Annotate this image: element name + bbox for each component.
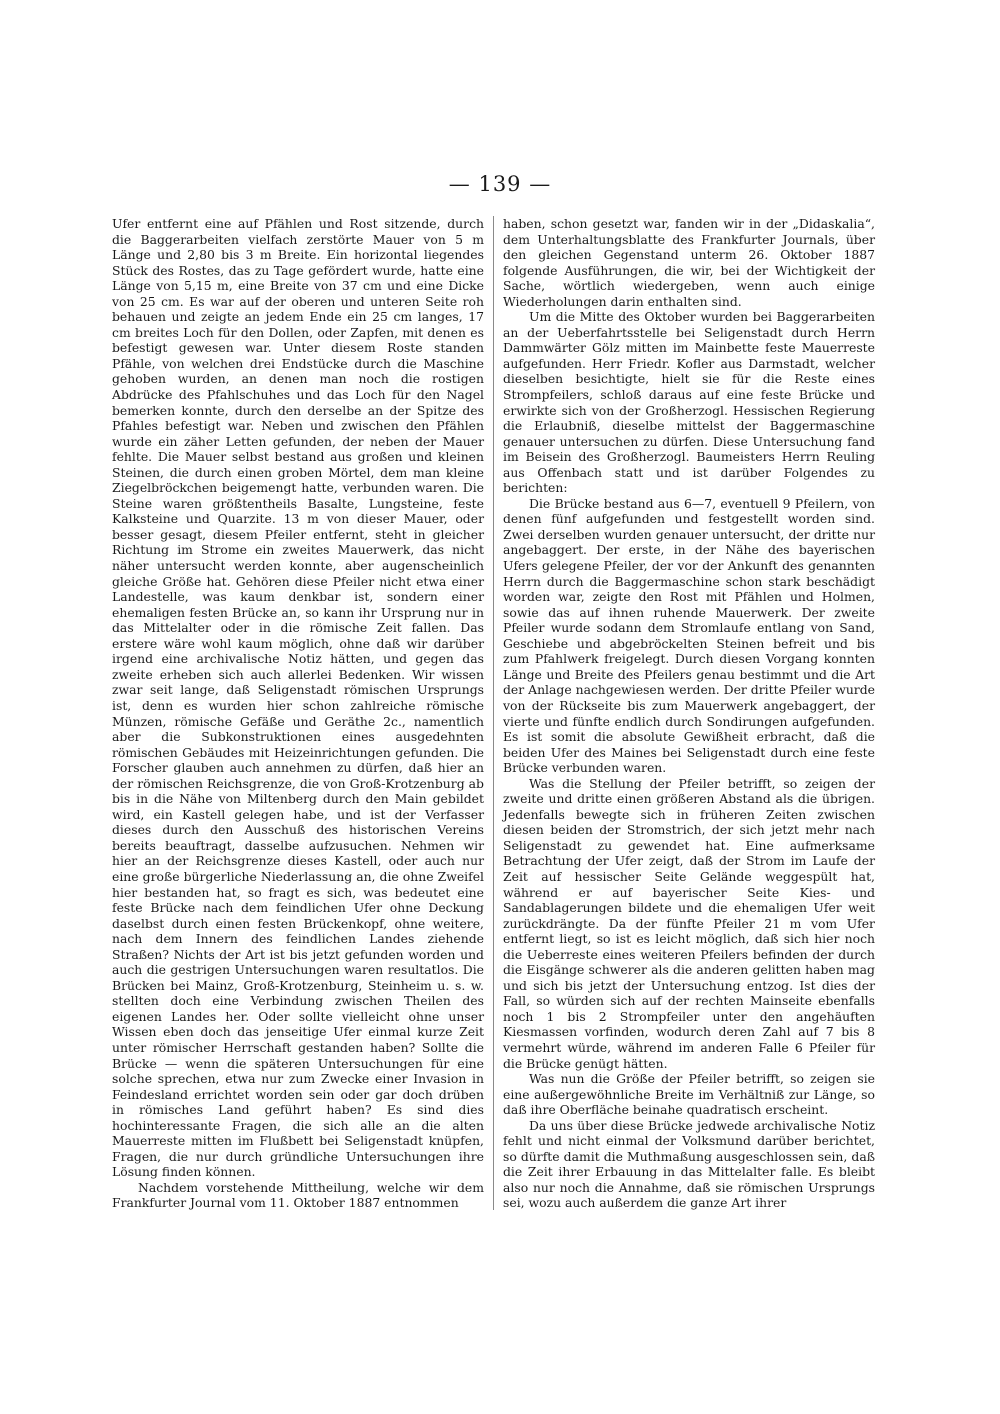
paragraph: Ufer entfernt eine auf Pfählen und Rost sitzende, durch die Baggerarbeiten vielfach zerstörte Mauer von 5 m Länge und 2,80 bis 3 m Breite. Ein horizontal liegendes Stück des Rostes, das zu Tage gefördert wurde, hatte eine Länge von 5,15 m, eine Breite von 37 cm und eine Dicke von 25 cm. Es war auf der oberen und unteren Seite roh behauen und zeigte an jedem Ende ein 25 cm langes, 17 cm breites Loch für den Dollen, oder Zapfen, mit denen es befestigt gewesen war. Unter diesem Roste standen Pfähle, von welchen drei Endstücke durch die Maschine gehoben wurden, an denen man noch die rostigen Abdrücke des Pfahlschuhes und das Loch für den Nagel bemerken konnte, durch den derselbe an der Spitze des Pfahles befestigt war. Neben und zwischen den Pfählen wurde ein zäher Letten gefunden, der neben der Mauer fehlte. Die Mauer selbst bestand aus großen und kleinen Steinen, die durch einen groben Mörtel, dem man kleine Ziegelbröckchen beigemengt hatte, verbunden waren. Die Steine waren größtentheils Basalte, Lungsteine, feste Kalksteine und Quarzite. 13 m von dieser Mauer, oder besser gesagt, diesem Pfeiler entfernt, steht in gleicher Richtung im Strome ein zweites Mauerwerk, das nicht näher untersucht werden konnte, aber augenscheinlich gleiche Größe hat. Gehören diese Pfeiler nicht etwa einer Landestelle, was kaum denkbar ist, sondern einer ehemaligen festen Brücke an, so kann ihr Ursprung nur in das Mittelalter oder in die römische Zeit fallen. Das erstere wäre wohl kaum möglich, ohne daß wir darüber irgend eine archivalische Notiz hätten, und gegen das zweite erheben sich auch allerlei Bedenken. Wir wissen zwar seit lange, daß Seligenstadt römischen Ursprungs ist, denn es wurden hier schon zahlreiche römische Münzen, römische Gefäße und Geräthe 2c., namentlich aber die Subkonstruktionen eines ausgedehnten römischen Gebäudes mit Heizeinrichtungen gefunden. Die Forscher glauben auch annehmen zu dürfen, daß hier an der römischen Reichsgrenze, die von Groß-Krotzenburg ab bis in die Nähe von Miltenberg durch den Main gebildet wird, ein Kastell gelegen habe, und ist der Verfasser dieses durch den Ausschuß des historischen Vereins bereits beauftragt, dasselbe aufzusuchen. Nehmen wir hier an der Reichsgrenze dieses Kastell, oder auch nur eine große bürgerliche Niederlassung an, die ohne Zweifel hier bestanden hat, so fragt es sich, was bedeutet eine feste Brücke nach dem feindlichen Ufer ohne Deckung daselbst durch einen festen Brückenkopf, ohne weitere, nach dem Innern des feindlichen Landes ziehende Straßen? Nichts der Art ist bis jetzt gefunden worden und auch die gestrigen Untersuchungen waren resultatlos. Die Brücken bei Mainz, Groß-Krotzenburg, Steinheim u. s. w. stellten doch eine Verbindung zwischen Theilen des eigenen Landes her. Oder sollte vielleicht ohne unser Wissen eben doch das jenseitige Ufer einmal kurze Zeit unter römischer Herrschaft gestanden haben? Sollte die Brücke — wenn die späteren Untersuchungen für eine solche sprechen, etwa nur zum Zwecke einer Invasion in Feindesland errichtet worden sein oder gar doch drüben in römisches Land geführt haben? Es sind dies hochinteressante Fragen, die sich alle an die alten Mauerreste mitten im Flußbett bei Seligenstadt knüpfen, Fragen, die nur durch gründliche Untersuchungen ihre Lösung finden können. [112, 216, 484, 1180]
paragraph: Was die Stellung der Pfeiler betrifft, so zeigen der zweite und dritte einen größeren Abstand als die übrigen. Jedenfalls bewegte sich in früheren Zeiten zwischen diesen beiden der Stromstrich, der sich jetzt mehr nach Seligenstadt zu gewendet hat. Eine aufmerksame Betrachtung der Ufer zeigt, daß der Strom im Laufe der Zeit auf hessischer Seite Gelände weggespült hat, während er auf bayerischer Seite Kies- und Sandablagerungen bildete und die ehemaligen Ufer weit zurückdrängte. Da der fünfte Pfeiler 21 m vom Ufer entfernt liegt, so ist es leicht möglich, daß sich hier noch die Ueberreste eines weiteren Pfeilers befinden der durch die Eisgänge schwerer als die anderen gelitten haben mag und sich bis jetzt der Untersuchung entzog. Ist dies der Fall, so würden sich auf der rechten Mainseite ebenfalls noch 1 bis 2 Strompfeiler unter den angehäuften Kiesmassen vorfinden, wodurch deren Zahl auf 7 bis 8 vermehrt würde, während im anderen Falle 6 Pfeiler für die Brücke genügt hätten. [503, 775, 875, 1071]
paragraph: Da uns über diese Brücke jedwede archivalische Notiz fehlt und nicht einmal der Volksmund darüber berichtet, so dürfte damit die Muthmaßung ausgeschlossen sein, daß die Zeit ihrer Erbauung in das Mittelalter falle. Es bleibt also nur noch die Annahme, daß sie römischen Ursprungs sei, wozu auch außerdem die ganze Art ihrer [503, 1117, 875, 1211]
paragraph: Nachdem vorstehende Mittheilung, welche wir dem Frankfurter Journal vom 11. Oktober 1887 entnommen [112, 1179, 484, 1211]
paragraph: Was nun die Größe der Pfeiler betrifft, so zeigen sie eine außergewöhnliche Breite im Verhältniß zur Länge, so daß ihre Oberfläche beinahe quadratisch erscheint. [503, 1071, 875, 1118]
right-column [503, 216, 875, 1211]
paragraph: Die Brücke bestand aus 6—7, eventuell 9 Pfeilern, von denen fünf aufgefunden und festgestellt worden sind. Zwei derselben wurden genauer untersucht, der dritte nur angebaggert. Der erste, in der Nähe des bayerischen Ufers gelegene Pfeiler, der vor der Ankunft des genannten Herrn durch die Baggermaschine schon stark beschädigt worden war, zeigte den Rost mit Pfählen und Holmen, sowie das auf ihnen ruhende Mauerwerk. Der zweite Pfeiler wurde sodann dem Stromlaufe entlang von Sand, Geschiebe und abgebröckelten Steinen befreit und bis zum Pfahlwerk freigelegt. Durch diesen Vorgang konnten Länge und Breite des Pfeilers genau bestimmt und die Art der Anlage nachgewiesen werden. Der dritte Pfeiler wurde von der Rückseite bis zum Mauerwerk angebaggert, der vierte und fünfte endlich durch Sondirungen aufgefunden. Es ist somit die absolute Gewißheit erbracht, daß die beiden Ufer des Maines bei Seligenstadt durch eine feste Brücke verbunden waren. [503, 495, 875, 776]
paragraph: haben, schon gesetzt war, fanden wir in der „Didaskalia“, dem Unterhaltungsblatte des Frankfurter Journals, über den gleichen Gegenstand unterm 26. Oktober 1887 folgende Ausführungen, die wir, bei der Wichtigkeit der Sache, wörtlich wiedergeben, wenn auch einige Wiederholungen darin enthalten sind. [503, 216, 875, 309]
column-divider [493, 216, 494, 1210]
paragraph: Um die Mitte des Oktober wurden bei Baggerarbeiten an der Ueberfahrtsstelle bei Seligenstadt durch Herrn Dammwärter Gölz mitten im Mainbette feste Mauerreste aufgefunden. Herr Friedr. Kofler aus Darmstadt, welcher dieselben besichtigte, hielt sie für die Reste eines Strompfeilers, schloß daraus auf eine feste Brücke und erwirkte sich von der Großherzogl. Hessischen Regierung die Erlaubniß, dieselbe mittelst der Baggermaschine genauer untersuchen zu dürfen. Diese Untersuchung fand im Beisein des Großherzogl. Baumeisters Herrn Reuling aus Offenbach statt und ist darüber Folgendes zu berichten: [503, 309, 875, 496]
left-column [112, 216, 484, 1211]
page-number: — 139 — [448, 172, 552, 196]
